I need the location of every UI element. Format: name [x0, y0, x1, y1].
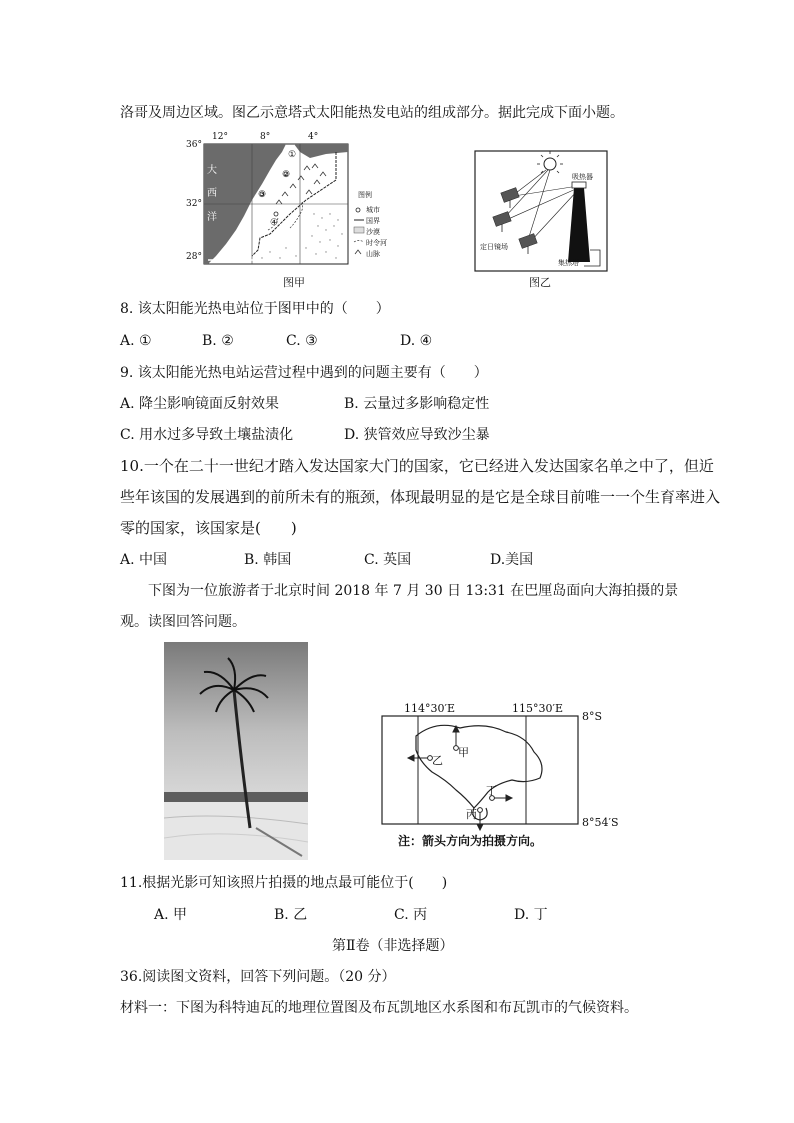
- q11-option-a: A. 甲: [154, 907, 188, 923]
- point-jia: 甲: [458, 746, 469, 759]
- legend-item: 时令河: [366, 239, 387, 247]
- q11-option-b: B. 乙: [274, 907, 308, 923]
- q10-option-b: B. 韩国: [244, 552, 292, 568]
- q36-material: 材料一：下图为科特迪瓦的地理位置图及布瓦凯地区水系图和布瓦凯市的气候资料。: [120, 1000, 638, 1016]
- passage-line-2: 观。读图回答问题。: [120, 614, 246, 630]
- q36-stem: 36.阅读图文资料，回答下列问题。（20 分）: [120, 969, 396, 985]
- legend-item: 城市: [366, 206, 380, 214]
- point-bing: 丙: [466, 808, 477, 821]
- lon-left-label: 114°30′E: [404, 702, 456, 715]
- beach-photo: [164, 642, 308, 860]
- lat-label: 36°: [186, 140, 202, 150]
- figure-yi-caption: 图乙: [529, 276, 551, 289]
- palm-tree-photo: [164, 642, 308, 860]
- q8-stem: 8. 该太阳能光热电站位于图甲中的（ ）: [120, 301, 390, 317]
- figure-jia-map: [186, 130, 386, 290]
- q8-option-a: A. ①: [120, 333, 152, 349]
- tower-label: 集热塔: [558, 259, 579, 267]
- figure-jia-caption: 图甲: [283, 276, 305, 289]
- ocean-label: 洋: [207, 212, 217, 223]
- point-ding: 丁: [486, 784, 497, 797]
- q11-option-d: D. 丁: [514, 907, 548, 923]
- q10-option-a: A. 中国: [120, 552, 168, 568]
- q8-option-d: D. ④: [400, 333, 433, 349]
- q9-option-a: A. 降尘影响镜面反射效果: [120, 396, 280, 412]
- legend-item: 山脉: [366, 250, 380, 258]
- legend-title: 图例: [358, 191, 372, 199]
- figure-yi-diagram: [474, 150, 608, 272]
- bali-map: [376, 702, 634, 862]
- point-yi: 乙: [432, 754, 443, 767]
- q10-option-d: D.美国: [490, 552, 534, 568]
- absorber-label: 吸热器: [572, 173, 593, 181]
- q8-option-b: B. ②: [202, 333, 234, 349]
- q10-option-c: C. 英国: [364, 552, 412, 568]
- marker-2: ②: [282, 170, 291, 180]
- solar-tower-diagram: [474, 150, 608, 272]
- q10-line-2: 些年该国的发展遇到的前所未有的瓶颈，体现最明显的是它是全球目前唯一一个生育率进入: [120, 488, 721, 506]
- marker-3: ③: [258, 190, 267, 200]
- q11-stem: 11.根据光影可知该照片拍摄的地点最可能位于( ): [120, 875, 448, 891]
- section-title: 第Ⅱ卷（非选择题）: [332, 938, 454, 954]
- q9-option-b: B. 云量过多影响稳定性: [344, 396, 490, 412]
- q11-option-c: C. 丙: [394, 907, 428, 923]
- marker-1: ①: [288, 150, 297, 160]
- lat-label: 28°: [186, 252, 202, 262]
- ocean-label: 大: [207, 165, 217, 176]
- heliostat-label: 定日镜场: [480, 243, 508, 251]
- q9-option-d: D. 狭管效应导致沙尘暴: [344, 427, 490, 443]
- lat-bottom-label: 8°54′S: [582, 816, 619, 829]
- q10-line-3: 零的国家，该国家是( ): [120, 519, 297, 537]
- map-note: 注：箭头方向为拍摄方向。: [398, 834, 543, 848]
- lon-label: 4°: [308, 132, 319, 142]
- lon-label: 12°: [212, 132, 228, 142]
- ocean-label: 西: [207, 188, 217, 199]
- q9-option-c: C. 用水过多导致土壤盐渍化: [120, 427, 294, 443]
- lon-right-label: 115°30′E: [512, 702, 564, 715]
- intro-text: 洛哥及周边区域。图乙示意塔式太阳能热发电站的组成部分。据此完成下面小题。: [120, 105, 624, 121]
- lat-top-label: 8°S: [582, 710, 603, 723]
- q8-option-c: C. ③: [286, 333, 318, 349]
- lat-label: 32°: [186, 199, 202, 209]
- lon-label: 8°: [260, 132, 271, 142]
- legend-item: 沙漠: [366, 228, 380, 236]
- q9-stem: 9. 该太阳能光热电站运营过程中遇到的问题主要有（ ）: [120, 365, 488, 381]
- marker-4: ④: [270, 218, 279, 228]
- passage-line-1: 下图为一位旅游者于北京时间 2018 年 7 月 30 日 13:31 在巴厘岛面向大海拍摄的景: [148, 583, 679, 599]
- legend-item: 国界: [366, 217, 380, 225]
- q10-line-1: 10.一个在二十一世纪才踏入发达国家大门的国家，它已经进入发达国家名单之中了，但近: [120, 457, 714, 475]
